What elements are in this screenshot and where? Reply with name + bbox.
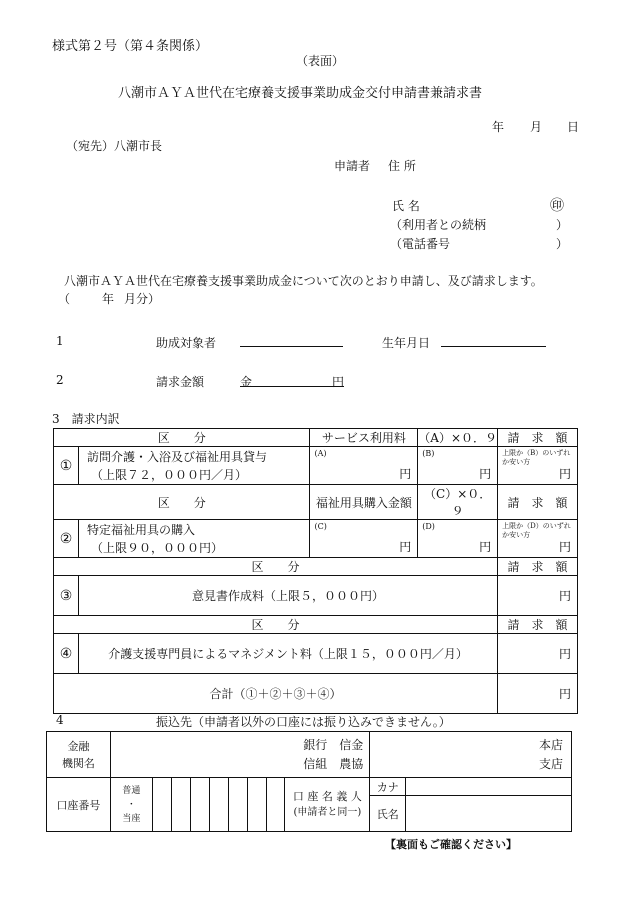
- account-type-2[interactable]: 当座: [122, 813, 141, 824]
- dob-field[interactable]: [441, 346, 546, 347]
- holder-label: 口 座 名 義 人: [292, 789, 362, 803]
- purchase-amount-header: 福祉用具購入金額: [310, 485, 418, 520]
- kana-label: カナ: [370, 778, 406, 796]
- kubun-header-2: 区 分: [54, 485, 310, 520]
- addressee: （宛先）八潮市長: [66, 139, 163, 153]
- row2-c-label: (C): [314, 522, 327, 531]
- row2-purchase-cell[interactable]: [310, 520, 418, 558]
- account-type-1[interactable]: 普通: [122, 785, 141, 796]
- row4-claim-yen: 円: [558, 647, 571, 661]
- section1-number: 1: [56, 334, 64, 348]
- row1-b-yen: 円: [479, 467, 492, 481]
- branch-1: 本店: [538, 737, 563, 752]
- row4-claim-cell[interactable]: [498, 634, 578, 674]
- amount-field[interactable]: [240, 386, 344, 387]
- account-digit-5[interactable]: [228, 778, 247, 832]
- claim-header-3: 請 求 額: [498, 558, 578, 576]
- row1-item: 訪問介護・入浴及び福祉用具貸与: [86, 449, 267, 464]
- account-digit-3[interactable]: [190, 778, 209, 832]
- applicant-label: 申請者: [334, 159, 371, 173]
- calc-a-header: （A）×０．９: [418, 429, 498, 447]
- back-side-notice: 【裏面もご確認ください】: [385, 838, 517, 851]
- row2-claim-cell[interactable]: [498, 520, 578, 558]
- dob-label: 生年月日: [382, 336, 431, 350]
- row3-claim-yen: 円: [558, 589, 571, 603]
- claim-header-2: 請 求 額: [498, 485, 578, 520]
- period-open: （: [58, 292, 71, 306]
- row2-d-label: (D): [422, 522, 435, 531]
- account-label: 口座番号: [47, 778, 111, 832]
- row1-limit: （上限７２，０００円／月）: [90, 467, 247, 482]
- row1-a-yen: 円: [399, 467, 412, 481]
- page-title: 八潮市ＡＹＡ世代在宅療養支援事業助成金交付申請書兼請求書: [118, 86, 483, 101]
- account-digit-4[interactable]: [209, 778, 228, 832]
- amount-label: 請求金額: [156, 375, 205, 389]
- date-month: 月: [530, 120, 543, 134]
- holder-name-field[interactable]: [406, 796, 572, 832]
- bank-label-1: 金融: [67, 739, 90, 753]
- breakdown-title: 3 請求内訳: [52, 412, 120, 426]
- total-label: 合計（①＋②＋③＋④）: [54, 674, 498, 714]
- total-claim-yen: 円: [558, 687, 571, 701]
- row3-item: 意見書作成料（上限５，０００円）: [78, 576, 497, 616]
- applicant-address-label: 住 所: [388, 159, 416, 173]
- claim-header-4: 請 求 額: [498, 616, 578, 634]
- amount-prefix: 金: [240, 375, 253, 389]
- bank-label-2: 機関名: [61, 756, 95, 770]
- section4-number: 4: [56, 713, 64, 727]
- kubun-header-1: 区 分: [54, 429, 310, 447]
- row1-a-label: (A): [314, 449, 327, 458]
- row2-item: 特定福祉用具の購入: [86, 522, 195, 537]
- kana-field[interactable]: [406, 778, 572, 796]
- holder-note: (申請者と同一): [293, 806, 362, 818]
- seal-mark: ㊞: [550, 198, 564, 214]
- form-number: 様式第２号（第４条関係）: [52, 39, 209, 54]
- section2-number: 2: [56, 373, 64, 387]
- row1-note: 上限か（B）のいずれか安い方: [502, 449, 571, 466]
- period-year: 年: [102, 292, 115, 306]
- row1-claim-cell[interactable]: [498, 447, 578, 485]
- form-side: （表面）: [296, 54, 345, 68]
- account-digit-7[interactable]: [266, 778, 285, 832]
- bank-table: [46, 731, 572, 832]
- account-type-dot: ・: [126, 799, 136, 810]
- applicant-name-label: 氏 名: [392, 199, 420, 213]
- relation-close: ）: [556, 218, 569, 232]
- date-year: 年: [492, 120, 505, 134]
- row2-calc-cell[interactable]: [418, 520, 498, 558]
- calc-c-header: （C）×０．９: [418, 485, 498, 520]
- row1-service-fee-cell[interactable]: [310, 447, 418, 485]
- amount-yen: 円: [332, 375, 345, 389]
- row2-d-yen: 円: [479, 540, 492, 554]
- row1-mark: ①: [54, 447, 79, 485]
- bank-name-field[interactable]: [110, 732, 369, 778]
- row3-mark: ③: [54, 576, 79, 616]
- branch-name-field[interactable]: [370, 732, 572, 778]
- row1-b-label: (B): [422, 449, 435, 458]
- statement-text: 八潮市ＡＹＡ世代在宅療養支援事業助成金について次のとおり申請し、及び請求します。: [64, 274, 543, 288]
- total-claim-cell[interactable]: [498, 674, 578, 714]
- subject-field[interactable]: [240, 346, 343, 347]
- bank-type-1: 銀行 信金: [303, 737, 364, 752]
- account-digit-2[interactable]: [171, 778, 190, 832]
- row2-note: 上限か（D）のいずれか安い方: [502, 522, 571, 539]
- date-day: 日: [567, 120, 580, 134]
- phone-label: （電話番号: [390, 237, 451, 251]
- row2-claim-yen: 円: [558, 540, 571, 554]
- breakdown-table: [53, 428, 578, 714]
- row3-claim-cell[interactable]: [498, 576, 578, 616]
- row1-calc-cell[interactable]: [418, 447, 498, 485]
- bank-type-2: 信組 農協: [303, 756, 364, 771]
- branch-2: 支店: [538, 756, 563, 771]
- row4-item: 介護支援専門員によるマネジメント料（上限１５，０００円／月）: [78, 634, 497, 674]
- kubun-header-4: 区 分: [54, 616, 498, 634]
- relation-label: （利用者との続柄: [390, 218, 487, 232]
- service-fee-header: サービス利用料: [310, 429, 418, 447]
- row4-mark: ④: [54, 634, 79, 674]
- row1-claim-yen: 円: [558, 467, 571, 481]
- row2-mark: ②: [54, 520, 79, 558]
- row2-limit: （上限９０，０００円）: [90, 540, 223, 555]
- phone-close: ）: [556, 237, 569, 251]
- period-month: 月分）: [124, 292, 161, 306]
- account-digit-1[interactable]: [152, 778, 171, 832]
- row2-c-yen: 円: [399, 540, 412, 554]
- holder-name-label: 氏名: [370, 796, 406, 832]
- subject-label: 助成対象者: [156, 336, 217, 350]
- transfer-title: 振込先（申請者以外の口座には振り込みできません。）: [156, 715, 451, 729]
- kubun-header-3: 区 分: [54, 558, 498, 576]
- account-digit-6[interactable]: [247, 778, 266, 832]
- claim-header-1: 請 求 額: [498, 429, 578, 447]
